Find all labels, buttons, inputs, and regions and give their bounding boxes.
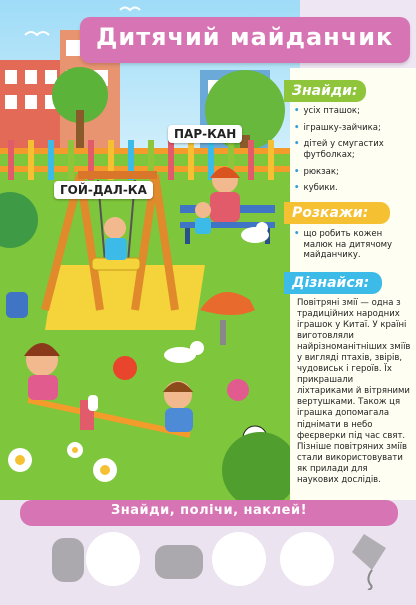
bullet-icon: • [294, 139, 300, 150]
page-title: Дитячий майданчик [96, 23, 394, 51]
find-list [294, 106, 412, 200]
bullet-icon: • [294, 229, 300, 239]
list-item: • усіх пташок; [294, 106, 360, 116]
kite-silhouette-icon [342, 530, 402, 590]
tell-text-block [294, 229, 412, 261]
bottom-banner-label: Знайди, полічи, наклей! [110, 503, 307, 518]
girl-silhouette-icon [52, 538, 84, 582]
sticker-slot[interactable] [280, 532, 334, 586]
sticker-slot[interactable] [86, 532, 140, 586]
bullet-icon: • [294, 183, 300, 194]
tell-text: що робить кожен малюк на дитячому майданчику. [303, 229, 393, 261]
learn-text: Повітряні змії — одна з традиційних народних іграшок у Китаї. У країні виготовляли найрізноманітніших зміїв у вигляді птахів, звірів, чудовиськ і героїв. Їх прикрашали ліхтариками й вітряними вертушками. Також ця іграшка допомагала піднімати в небо феєрверки під час свят. Пізніше повітряних зміїв стали використовувати як прилади для наукових дослідів. [297, 298, 411, 485]
list-item: • іграшку-зайчика; [294, 122, 381, 133]
bullet-icon: • [294, 122, 300, 133]
list-item: • кубики. [294, 183, 338, 194]
list-item: • рюкзак; [294, 166, 339, 177]
find-heading: Знайди: [284, 80, 366, 102]
bullet-icon: • [294, 106, 300, 116]
learn-heading: Дізнайся: [284, 272, 382, 294]
bullet-icon: • [294, 166, 300, 177]
label-fence: ПАР-КАН [168, 125, 242, 143]
label-swing: ГОЙ-ДАЛ-КА [54, 181, 153, 199]
sticker-slot[interactable] [212, 532, 266, 586]
tell-heading: Розкажи: [284, 202, 390, 224]
rocking-horse-silhouette-icon [155, 545, 203, 579]
list-item: • дітей у смугастих футболках; [294, 139, 384, 160]
